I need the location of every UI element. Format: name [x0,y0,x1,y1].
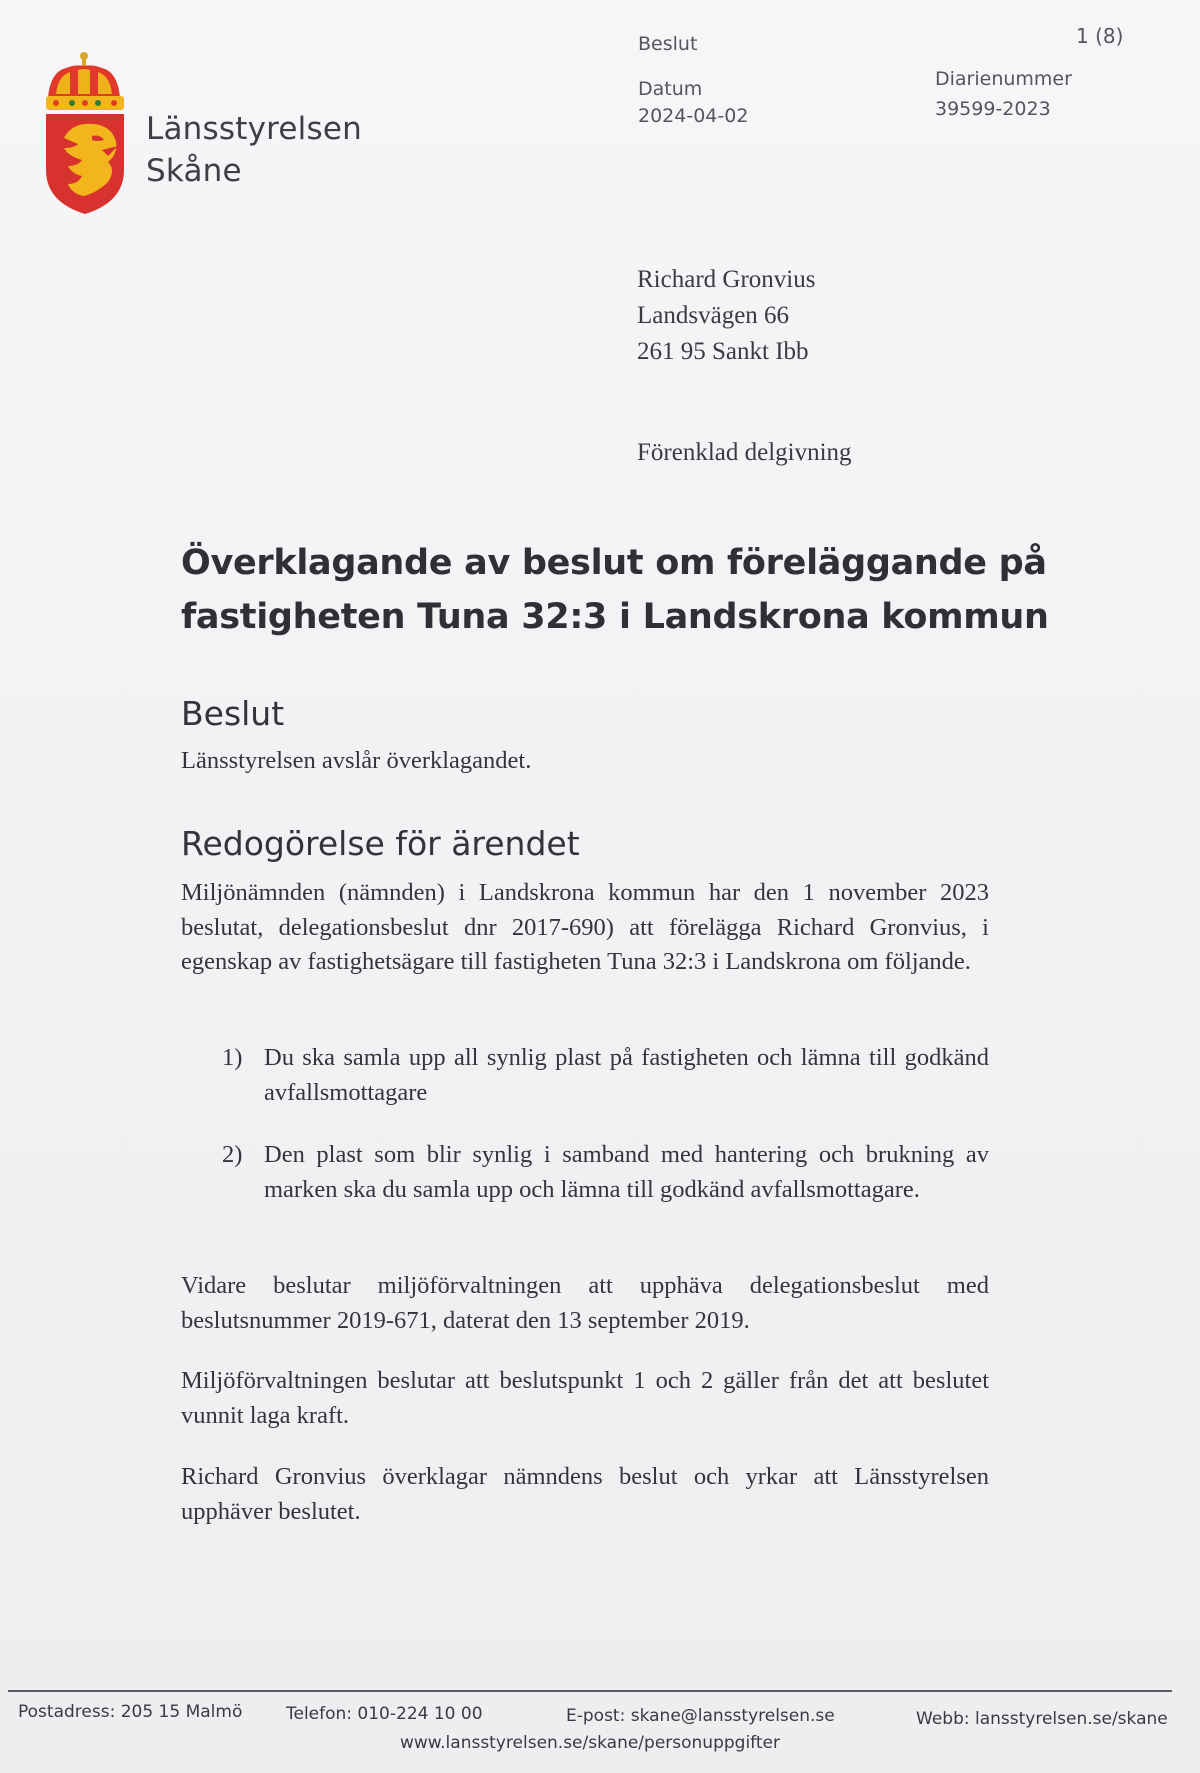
page-number: 1 (8) [1076,24,1124,48]
list-item-text: Den plast som blir synlig i samband med hantering och brukning av marken ska du samla upp och lämna till godkänd avfallsmottagare. [264,1141,989,1203]
decision-text: Länsstyrelsen avslår överklagandet. [181,747,532,774]
footer-postal-address: Postadress: 205 15 Malmö [18,1702,243,1722]
footer-personal-data-link: www.lansstyrelsen.se/skane/personuppgifter [400,1733,780,1753]
title-line-2: fastigheten Tuna 32:3 i Landskrona kommun [181,597,1049,637]
diary-number-label: Diarienummer [935,68,1072,90]
recipient-address [637,262,815,370]
footer-phone: Telefon: 010-224 10 00 [286,1704,483,1724]
diary-number-value: 39599-2023 [935,98,1051,120]
date-value: 2024-04-02 [638,105,749,127]
agency-name-line2: Skåne [146,153,242,189]
revocation-paragraph: Vidare beslutar miljöförvaltningen att upphäva delegationsbeslut med beslutsnummer 2019-671, daterat den 13 september 2019. [181,1272,989,1334]
recipient-street: Landsvägen 66 [637,302,790,329]
account-heading: Redogörelse för ärendet [181,824,580,863]
footer-website: Webb: lansstyrelsen.se/skane [916,1709,1168,1729]
footer-divider [8,1690,1172,1692]
delivery-method: Förenklad delgivning [637,439,852,466]
title-line-1: Överklagande av beslut om föreläggande på [181,543,1047,583]
date-label: Datum [638,78,703,100]
account-intro-paragraph: Miljönämnden (nämnden) i Landskrona kommun har den 1 november 2023 beslutat, delegationsbeslut dnr 2017-690) att förelägga Richard Gronvius, i egenskap av fastighetsägare till fastigheten Tuna 32:3 i Landskrona om följande. [181,879,989,975]
footer-email: E-post: skane@lansstyrelsen.se [566,1706,835,1726]
appeal-paragraph: Richard Gronvius överklagar nämndens beslut och yrkar att Länsstyrelsen upphäver beslutet. [181,1463,989,1525]
recipient-city: 261 95 Sankt Ibb [637,338,809,365]
list-item-text: Du ska samla upp all synlig plast på fastigheten och lämna till godkänd avfallsmottagare [264,1044,989,1106]
agency-name [146,108,362,192]
skane-coat-of-arms-logo [42,50,132,215]
document-type: Beslut [638,33,698,55]
list-item-number: 2) [222,1141,243,1168]
effect-paragraph: Miljöförvaltningen beslutar att beslutspunkt 1 och 2 gäller från det att beslutet vunnit laga kraft. [181,1367,989,1429]
recipient-name: Richard Gronvius [637,266,816,293]
agency-name-line1: Länsstyrelsen [146,111,362,147]
decision-heading: Beslut [181,694,285,733]
document-title [181,536,1061,644]
list-item-number: 1) [222,1044,243,1071]
